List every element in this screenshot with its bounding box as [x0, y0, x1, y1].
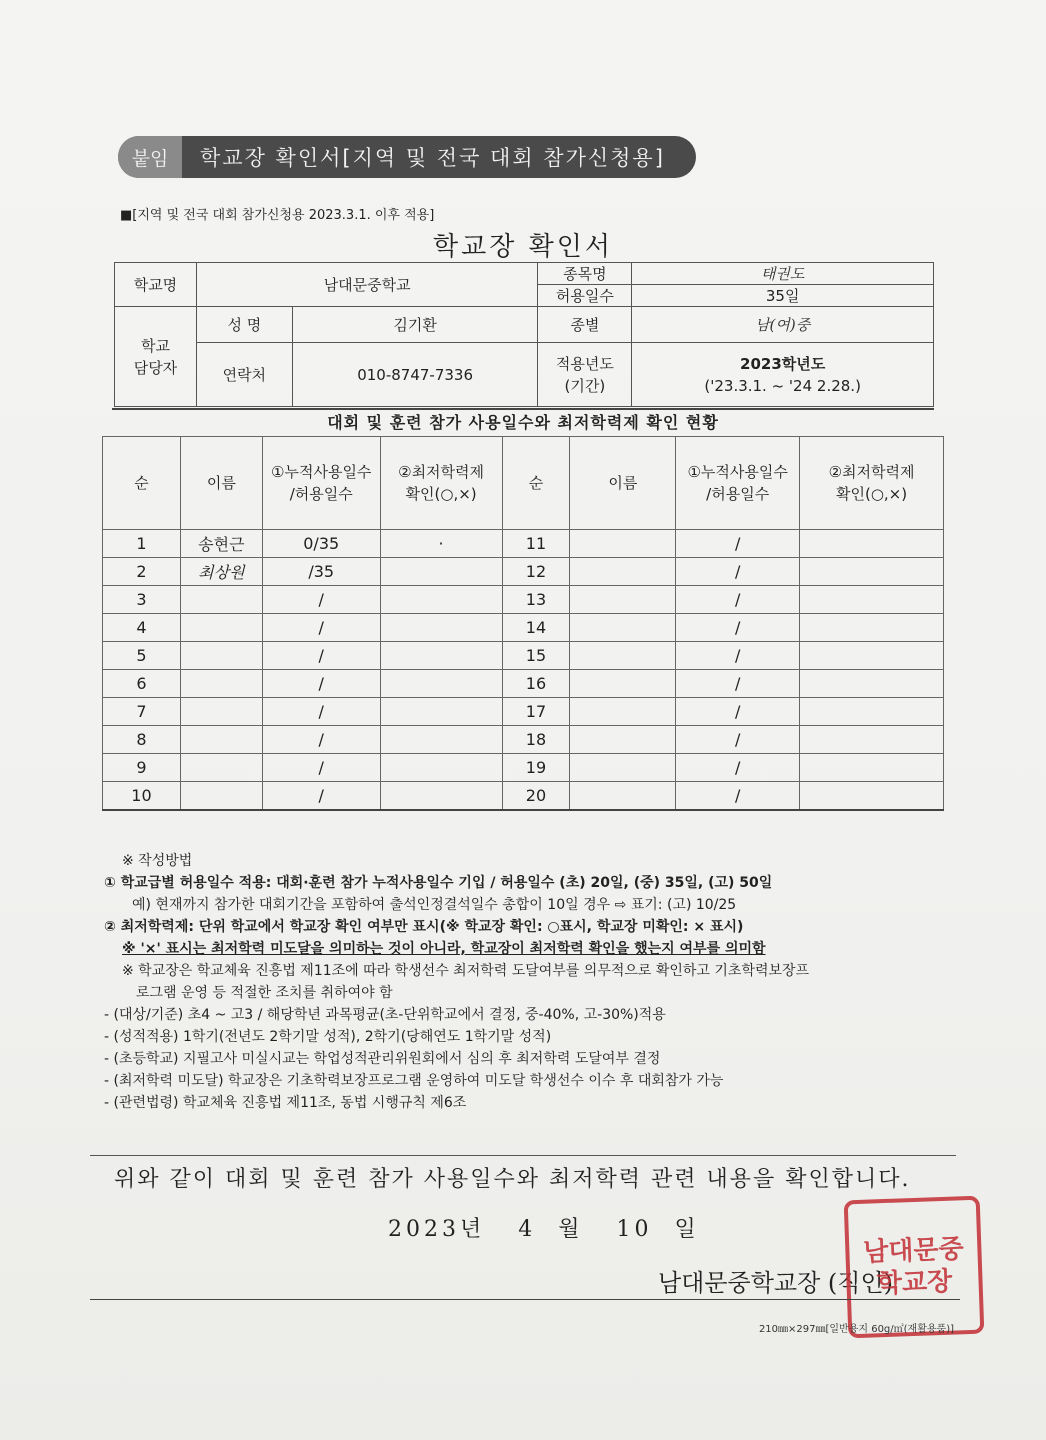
row-name — [180, 670, 262, 698]
date-month-unit: 월 — [558, 1217, 584, 1242]
divider — [90, 1155, 956, 1156]
instruction-bullet-2: - (성적적용) 1학기(전년도 2학기말 성적), 2학기(당해연도 1학기말 성적) — [104, 1029, 552, 1045]
row-no: 15 — [502, 642, 570, 670]
header-days-line1: ①누적사용일수 — [271, 463, 372, 481]
year-period: ('23.3.1. ~ '24 2.28.) — [704, 376, 861, 395]
contact-value: 010-8747-7336 — [292, 343, 538, 407]
table-row — [103, 754, 944, 782]
page-title: 학교장 확인서 — [433, 232, 613, 262]
attachment-tag: 붙임 — [118, 136, 182, 178]
row-name — [570, 782, 676, 811]
row-check — [380, 782, 502, 811]
allowed-days-label: 허용일수 — [538, 285, 632, 307]
row-days: 0/35 — [262, 530, 380, 558]
row-no: 7 — [103, 698, 181, 726]
row-name — [570, 558, 676, 586]
header-no-2: 순 — [502, 437, 570, 530]
table-row — [103, 614, 944, 642]
row-name — [180, 642, 262, 670]
header-days-line2: /허용일수 — [289, 485, 353, 503]
status-section-title: 대회 및 훈련 참가 사용일수와 최저학력제 확인 현황 — [112, 408, 934, 437]
row-name — [180, 586, 262, 614]
signer: 남대문중학교장 (직인) — [658, 1269, 894, 1297]
row-days: / — [676, 782, 800, 811]
row-days: / — [676, 558, 800, 586]
header-days-2-line1: ①누적사용일수 — [687, 463, 788, 481]
row-days: / — [262, 614, 380, 642]
roster-table — [102, 436, 944, 811]
date-day-unit: 일 — [674, 1217, 700, 1242]
row-no: 9 — [103, 754, 181, 782]
row-days: / — [262, 642, 380, 670]
row-check — [380, 614, 502, 642]
date-day: 10 — [616, 1217, 653, 1242]
table-row — [103, 558, 944, 586]
row-days: / — [676, 530, 800, 558]
year-value: 2023학년도 — [740, 354, 826, 373]
row-check — [800, 586, 944, 614]
row-days: / — [676, 614, 800, 642]
row-check — [380, 698, 502, 726]
row-check — [800, 698, 944, 726]
manager-label: 학교 담당자 — [115, 307, 197, 407]
instruction-bullet-3: - (초등학교) 지필고사 미실시교는 학업성적관리위원회에서 심의 후 최저학력 도달여부 결정 — [104, 1051, 661, 1067]
instruction-bullet-5: - (관련법령) 학교체육 진흥법 제11조, 동법 시행규칙 제6조 — [104, 1095, 467, 1111]
table-row — [103, 586, 944, 614]
year-label-line2: (기간) — [564, 376, 606, 395]
date-month: 4 — [518, 1217, 537, 1242]
row-check — [800, 754, 944, 782]
row-name — [570, 614, 676, 642]
row-check — [380, 642, 502, 670]
row-no: 10 — [103, 782, 181, 811]
row-days: / — [676, 698, 800, 726]
header-days — [262, 437, 380, 530]
header-check-2-line2: 확인(○,×) — [835, 485, 908, 503]
row-no: 1 — [103, 530, 181, 558]
row-days: / — [676, 670, 800, 698]
row-days: / — [676, 726, 800, 754]
table-row — [103, 698, 944, 726]
row-days: / — [262, 698, 380, 726]
table-row — [103, 530, 944, 558]
row-check — [380, 558, 502, 586]
row-no: 20 — [502, 782, 570, 811]
row-name — [180, 782, 262, 811]
row-no: 17 — [502, 698, 570, 726]
row-days: / — [262, 586, 380, 614]
instruction-item-1: ① 학교급별 허용일수 적용: 대회·훈련 참가 누적사용일수 기입 / 허용일수 (초) 20일, (중) 35일, (고) 50일 — [104, 875, 773, 891]
row-days: / — [262, 726, 380, 754]
attachment-banner — [118, 136, 696, 178]
header-name-2: 이름 — [570, 437, 676, 530]
issue-date — [388, 1212, 700, 1243]
instruction-bullet-4: - (최저학력 미도달) 학교장은 기초학력보장프로그램 운영하여 미도달 학생선수 이수 후 대회참가 가능 — [104, 1073, 724, 1089]
row-name — [570, 530, 676, 558]
name-label: 성 명 — [196, 307, 292, 343]
table-row — [103, 726, 944, 754]
category-label: 종별 — [538, 307, 632, 343]
row-no: 8 — [103, 726, 181, 754]
row-no: 2 — [103, 558, 181, 586]
row-days: / — [262, 754, 380, 782]
table-row — [103, 670, 944, 698]
row-name: 송현근 — [180, 530, 262, 558]
contact-label: 연락처 — [196, 343, 292, 407]
header-check-2 — [800, 437, 944, 530]
header-check-line1: ②최저학력제 — [398, 463, 485, 481]
year-label-line1: 적용년도 — [555, 354, 614, 373]
row-no: 16 — [502, 670, 570, 698]
seal-text: 남대문중학교장 — [862, 1234, 965, 1300]
instruction-item-2: ② 최저학력제: 단위 학교에서 학교장 확인 여부만 표시(※ 학교장 확인: ○표시, 학교장 미확인: × 표시) — [104, 919, 744, 935]
row-name — [570, 754, 676, 782]
row-no: 14 — [502, 614, 570, 642]
header-days-2-line2: /허용일수 — [706, 485, 770, 503]
row-name — [570, 586, 676, 614]
row-no: 19 — [502, 754, 570, 782]
header-check-2-line1: ②최저학력제 — [828, 463, 915, 481]
confirmation-statement: 위와 같이 대회 및 훈련 참가 사용일수와 최저학력 관련 내용을 확인합니다. — [114, 1167, 911, 1192]
school-info-table — [114, 262, 934, 407]
row-check — [380, 586, 502, 614]
event-label: 종목명 — [538, 263, 632, 285]
row-check: · — [380, 530, 502, 558]
instruction-note-2a: ※ 학교장은 학교체육 진흥법 제11조에 따라 학생선수 최저학력 도달여부를 의무적으로 확인하고 기초학력보장프 — [122, 963, 810, 979]
row-no: 4 — [103, 614, 181, 642]
row-name — [570, 642, 676, 670]
header-no: 순 — [103, 437, 181, 530]
manager-name: 김기환 — [292, 307, 538, 343]
row-days: / — [676, 754, 800, 782]
instruction-example: 예) 현재까지 참가한 대회기간을 포함하여 출석인정결석일수 총합이 10일 경우 ⇨ 표기: (고) 10/25 — [132, 897, 737, 913]
row-check — [380, 754, 502, 782]
header-check — [380, 437, 502, 530]
instruction-note-2b: 로그램 운영 등 적절한 조치를 취하여야 함 — [136, 985, 393, 1001]
row-check — [800, 558, 944, 586]
category-value: 남(여)중 — [632, 307, 934, 343]
divider — [90, 1299, 960, 1300]
row-check — [800, 530, 944, 558]
row-name — [180, 698, 262, 726]
header-check-line2: 확인(○,×) — [405, 485, 477, 503]
row-no: 5 — [103, 642, 181, 670]
row-check — [800, 782, 944, 811]
instruction-note-1: ※ '×' 표시는 최저학력 미도달을 의미하는 것이 아니라, 학교장이 최저학력 확인을 했는지 여부를 의미함 — [122, 941, 766, 957]
row-check — [800, 670, 944, 698]
instructions — [104, 850, 964, 1114]
applicability-note: ■[지역 및 전국 대회 참가신청용 2023.3.1. 이후 적용] — [120, 208, 435, 223]
row-name — [570, 726, 676, 754]
row-days: / — [262, 782, 380, 811]
row-name — [570, 698, 676, 726]
year-value-cell — [632, 343, 934, 407]
allowed-days-value: 35일 — [632, 285, 934, 307]
row-name — [180, 614, 262, 642]
row-days: / — [676, 642, 800, 670]
row-name — [570, 670, 676, 698]
row-days: /35 — [262, 558, 380, 586]
school-label: 학교명 — [115, 263, 197, 307]
date-year: 2023년 — [388, 1217, 486, 1242]
row-check — [800, 614, 944, 642]
official-seal — [844, 1196, 985, 1339]
table-row — [103, 642, 944, 670]
row-no: 3 — [103, 586, 181, 614]
row-no: 11 — [502, 530, 570, 558]
paper-spec-footer: 210㎜×297㎜[일반용지 60g/㎡(재활용품)] — [758, 1324, 954, 1335]
row-no: 18 — [502, 726, 570, 754]
header-name: 이름 — [180, 437, 262, 530]
row-no: 12 — [502, 558, 570, 586]
row-check — [380, 726, 502, 754]
row-days: / — [676, 586, 800, 614]
school-name: 남대문중학교 — [196, 263, 538, 307]
row-days: / — [262, 670, 380, 698]
row-name — [180, 754, 262, 782]
row-name — [180, 726, 262, 754]
event-value: 태권도 — [632, 263, 934, 285]
banner-title: 학교장 확인서[지역 및 전국 대회 참가신청용] — [200, 146, 665, 170]
row-check — [800, 642, 944, 670]
instruction-bullet-1: - (대상/기준) 초4 ~ 고3 / 해당학년 과목평균(초-단위학교에서 결정, 중-40%, 고-30%)적용 — [104, 1007, 666, 1023]
row-check — [800, 726, 944, 754]
row-check — [380, 670, 502, 698]
row-no: 13 — [502, 586, 570, 614]
year-label — [538, 343, 632, 407]
row-name: 최상원 — [180, 558, 262, 586]
row-no: 6 — [103, 670, 181, 698]
header-days-2 — [676, 437, 800, 530]
table-row — [103, 782, 944, 811]
instructions-heading: ※ 작성방법 — [122, 853, 193, 869]
